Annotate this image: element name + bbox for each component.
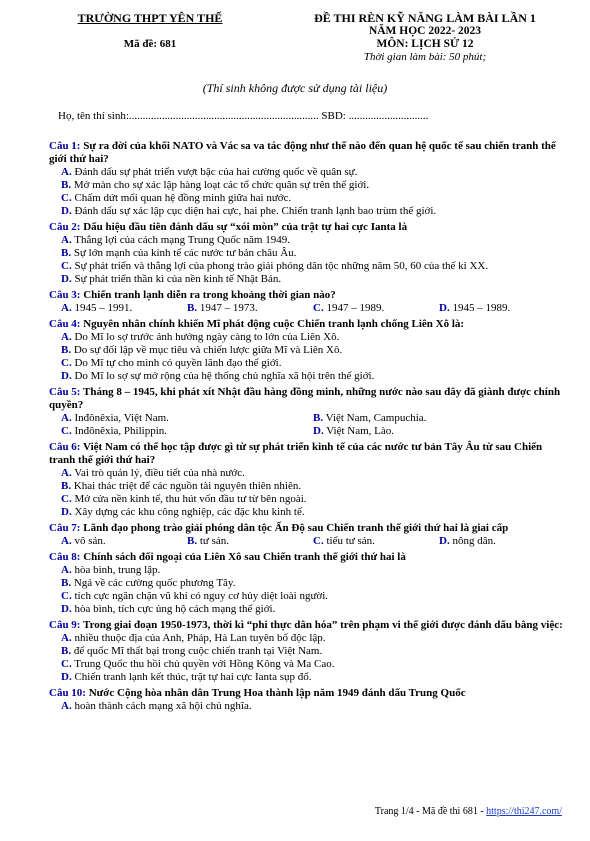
option-letter: D. <box>439 535 450 547</box>
answer-option <box>439 302 565 315</box>
answer-option <box>49 658 565 671</box>
option-letter: B. <box>61 179 72 191</box>
question <box>49 386 565 438</box>
option-text: 1945 – 1991. <box>74 302 133 314</box>
question-stem <box>49 522 565 535</box>
question <box>49 221 565 286</box>
answer-option <box>49 700 565 713</box>
question-number: Câu 1: <box>49 140 81 152</box>
answer-option <box>313 302 439 315</box>
option-text: Xây dựng các khu công nghiệp, các đặc khu kinh tế. <box>74 506 305 518</box>
option-text: Mở màn cho sự xác lập hàng loạt các tổ chức quân sự trên thế giới. <box>73 179 370 191</box>
answer-option <box>313 412 565 425</box>
question-stem <box>49 221 565 234</box>
question-stem <box>49 386 565 412</box>
option-text: nông dân. <box>452 535 496 547</box>
option-text: Inđônêxia, Việt Nam. <box>74 412 169 424</box>
footer-text: Trang 1/4 - Mã đề thi 681 - <box>374 806 487 817</box>
option-text: Chiến tranh lạnh kết thúc, trật tự hai cực Ianta sụp đổ. <box>74 671 312 683</box>
option-letter: C. <box>61 658 72 670</box>
answer-option <box>49 179 565 192</box>
option-letter: A. <box>61 331 72 343</box>
question-text: Lãnh đạo phong trào giải phóng dân tộc Ấn Độ sau Chiến tranh thế giới thứ hai là giai cấp <box>83 522 509 534</box>
question <box>49 318 565 383</box>
option-letter: C. <box>313 302 324 314</box>
question-number: Câu 6: <box>49 441 81 453</box>
option-letter: A. <box>61 234 72 246</box>
option-text: hòa bình, trung lập. <box>74 564 161 576</box>
option-letter: B. <box>313 412 324 424</box>
option-letter: B. <box>61 577 72 589</box>
question-stem <box>49 318 565 331</box>
answer-option <box>49 590 565 603</box>
question <box>49 140 565 218</box>
option-letter: B. <box>187 302 198 314</box>
question-text: Trong giai đoạn 1950-1973, thời kì “phi thực dân hóa” trên phạm vi thế giới được đánh dấu bằng việc: <box>83 619 563 631</box>
option-text: Vai trò quản lý, điều tiết của nhà nước. <box>74 467 245 479</box>
answer-option <box>313 535 439 548</box>
option-text: Inđônêxia, Philippin. <box>74 425 168 437</box>
option-letter: C. <box>61 493 72 505</box>
option-text: Sự lớn mạnh của kinh tế các nước tư bản châu Âu. <box>73 247 297 259</box>
student-info-line: Họ, tên thí sinh:..................................................................... SBD: ............................. <box>58 110 429 122</box>
option-text: hòa bình, tích cực ủng hộ cách mạng thế giới. <box>74 603 276 615</box>
option-text: tiểu tư sản. <box>326 535 375 547</box>
option-letter: A. <box>61 632 72 644</box>
option-letter: C. <box>61 357 72 369</box>
answer-option <box>187 302 313 315</box>
option-text: Sự phát triển thần kì của nền kinh tế Nhật Bản. <box>74 273 282 285</box>
answer-option <box>49 260 565 273</box>
option-text: tư sản. <box>199 535 230 547</box>
question-number: Câu 4: <box>49 318 81 330</box>
option-letter: D. <box>61 603 72 615</box>
option-text: Do Mĩ lo sợ trước ảnh hưởng ngày càng to lớn của Liên Xô. <box>74 331 340 343</box>
page-footer <box>375 805 562 818</box>
option-text: Ngả về các cường quốc phương Tây. <box>73 577 236 589</box>
options-row <box>49 302 565 315</box>
question <box>49 441 565 519</box>
answer-option <box>49 247 565 260</box>
question-number: Câu 9: <box>49 619 81 631</box>
answer-option <box>49 331 565 344</box>
answer-option <box>49 493 565 506</box>
question <box>49 551 565 616</box>
footer-link[interactable]: https://thi247.com/ <box>486 806 562 817</box>
answer-option <box>49 603 565 616</box>
option-letter: B. <box>61 645 72 657</box>
option-letter: D. <box>439 302 450 314</box>
option-text: nhiều thuộc địa của Anh, Pháp, Hà Lan tuyên bố độc lập. <box>74 632 326 644</box>
question-stem <box>49 687 565 700</box>
exam-note: (Thí sinh không được sử dụng tài liệu) <box>202 81 388 95</box>
answer-option <box>49 273 565 286</box>
answer-option <box>49 344 565 357</box>
option-letter: A. <box>61 166 72 178</box>
option-text: Việt Nam, Lào. <box>326 425 395 437</box>
question-stem <box>49 551 565 564</box>
option-letter: C. <box>313 535 324 547</box>
answer-option <box>49 370 565 383</box>
option-text: vô sản. <box>74 535 106 547</box>
question-text: Dấu hiệu đầu tiên đánh dấu sự “xói mòn” của trật tự hai cực Ianta là <box>83 221 408 233</box>
exam-title: ĐỀ THI RÈN KỸ NĂNG LÀM BÀI LẦN 1 <box>314 11 536 25</box>
answer-option <box>49 205 565 218</box>
options-row <box>49 535 565 548</box>
question <box>49 522 565 548</box>
question <box>49 619 565 684</box>
option-letter: D. <box>61 370 72 382</box>
option-letter: D. <box>61 205 72 217</box>
header-left <box>55 12 245 51</box>
option-text: Khai thác triệt để các nguồn tài nguyên thiên nhiên. <box>73 480 302 492</box>
question-stem <box>49 140 565 166</box>
option-text: đế quốc Mĩ thất bại trong cuộc chiến tranh tại Việt Nam. <box>73 645 323 657</box>
question-stem <box>49 441 565 467</box>
answer-option <box>49 506 565 519</box>
subject: MÔN: LỊCH SỬ 12 <box>376 38 474 50</box>
option-text: 1947 – 1973. <box>199 302 258 314</box>
answer-option <box>49 357 565 370</box>
option-text: 1947 – 1989. <box>326 302 385 314</box>
option-text: Sự phát triển và thắng lợi của phong trào giải phóng dân tộc những năm 50, 60 của thế kỉ XX. <box>74 260 489 272</box>
question-text: Tháng 8 – 1945, khi phát xít Nhật đầu hàng đồng minh, những nước nào sau đây đã giành được chính quyền? <box>49 386 561 411</box>
option-letter: B. <box>61 344 72 356</box>
option-letter: D. <box>61 273 72 285</box>
question-number: Câu 10: <box>49 687 86 699</box>
option-letter: A. <box>61 700 72 712</box>
answer-option <box>61 302 187 315</box>
option-text: Đánh dấu sự xác lập cục diện hai cực, hai phe. Chiến tranh lạnh bao trùm thế giới. <box>74 205 437 217</box>
question-text: Việt Nam có thể học tập được gì từ sự phát triển kinh tế của các nước tư bản Tây Âu từ sau Chiến tranh thế giới thứ hai? <box>49 441 543 466</box>
option-letter: C. <box>61 590 72 602</box>
answer-option <box>49 632 565 645</box>
answer-option <box>61 412 313 425</box>
question-list <box>49 140 565 716</box>
answer-option <box>49 564 565 577</box>
option-letter: D. <box>313 425 324 437</box>
option-text: Việt Nam, Campuchia. <box>325 412 427 424</box>
option-letter: A. <box>61 412 72 424</box>
option-letter: A. <box>61 535 72 547</box>
question <box>49 687 565 713</box>
question-stem <box>49 619 565 632</box>
option-text: Đánh dấu sự phát triển vượt bậc của hai cường quốc về quân sự. <box>74 166 358 178</box>
option-letter: A. <box>61 467 72 479</box>
option-text: Do sự đối lập về mục tiêu và chiến lược giữa Mĩ và Liên Xô. <box>73 344 343 356</box>
question-stem <box>49 289 565 302</box>
answer-option <box>49 467 565 480</box>
question-text: Chiến tranh lạnh diễn ra trong khoảng thời gian nào? <box>83 289 336 301</box>
answer-option <box>313 425 565 438</box>
answer-option <box>61 535 187 548</box>
answer-option <box>61 425 313 438</box>
option-letter: D. <box>61 671 72 683</box>
option-letter: C. <box>61 425 72 437</box>
exam-code: Mã đề: 681 <box>123 38 177 50</box>
option-letter: C. <box>61 260 72 272</box>
option-letter: B. <box>61 480 72 492</box>
question <box>49 289 565 315</box>
answer-option <box>187 535 313 548</box>
time-allowed: Thời gian làm bài: 50 phút; <box>363 51 487 63</box>
question-text: Nguyên nhân chính khiến Mĩ phát động cuộc Chiến tranh lạnh chống Liên Xô là: <box>83 318 465 330</box>
answer-option <box>49 645 565 658</box>
answer-option <box>49 192 565 205</box>
question-text: Chính sách đối ngoại của Liên Xô sau Chiến tranh thế giới thứ hai là <box>83 551 406 563</box>
option-letter: B. <box>187 535 198 547</box>
answer-option <box>49 480 565 493</box>
question-number: Câu 5: <box>49 386 81 398</box>
question-number: Câu 7: <box>49 522 81 534</box>
option-text: tích cực ngăn chặn vũ khí có nguy cơ hủy diệt loài người. <box>74 590 329 602</box>
header-right <box>285 12 565 64</box>
option-text: Chấm dứt mối quan hệ đồng minh giữa hai nước. <box>74 192 292 204</box>
option-letter: A. <box>61 564 72 576</box>
question-text: Sự ra đời của khối NATO và Vác sa va tác động như thế nào đến quan hệ quốc tế sau chiến tranh thế giới thứ hai? <box>49 140 556 165</box>
option-text: Mở cửa nền kinh tế, thu hút vốn đầu tư từ bên ngoài. <box>74 493 307 505</box>
question-number: Câu 3: <box>49 289 81 301</box>
options-row <box>49 412 565 425</box>
answer-option <box>49 234 565 247</box>
option-text: 1945 – 1989. <box>452 302 511 314</box>
option-text: Do Mĩ tự cho mình có quyền lãnh đạo thế giới. <box>74 357 282 369</box>
school-name: TRƯỜNG THPT YÊN THẾ <box>77 11 223 25</box>
option-text: Trung Quốc thu hồi chủ quyền với Hồng Kông và Ma Cao. <box>74 658 335 670</box>
option-letter: D. <box>61 506 72 518</box>
answer-option <box>49 577 565 590</box>
answer-option <box>49 166 565 179</box>
option-letter: A. <box>61 302 72 314</box>
question-text: Nước Cộng hòa nhân dân Trung Hoa thành lập năm 1949 đánh dấu Trung Quốc <box>88 687 466 699</box>
question-number: Câu 2: <box>49 221 81 233</box>
option-letter: B. <box>61 247 72 259</box>
option-letter: C. <box>61 192 72 204</box>
options-row <box>49 425 565 438</box>
option-text: Thắng lợi của cách mạng Trung Quốc năm 1949. <box>74 234 290 246</box>
option-text: hoàn thành cách mạng xã hội chủ nghĩa. <box>74 700 252 712</box>
school-year: NĂM HỌC 2022- 2023 <box>368 25 482 37</box>
answer-option <box>49 671 565 684</box>
answer-option <box>439 535 565 548</box>
option-text: Do Mĩ lo sợ sự mở rộng của hệ thống chủ nghĩa xã hội trên thế giới. <box>74 370 375 382</box>
question-number: Câu 8: <box>49 551 81 563</box>
